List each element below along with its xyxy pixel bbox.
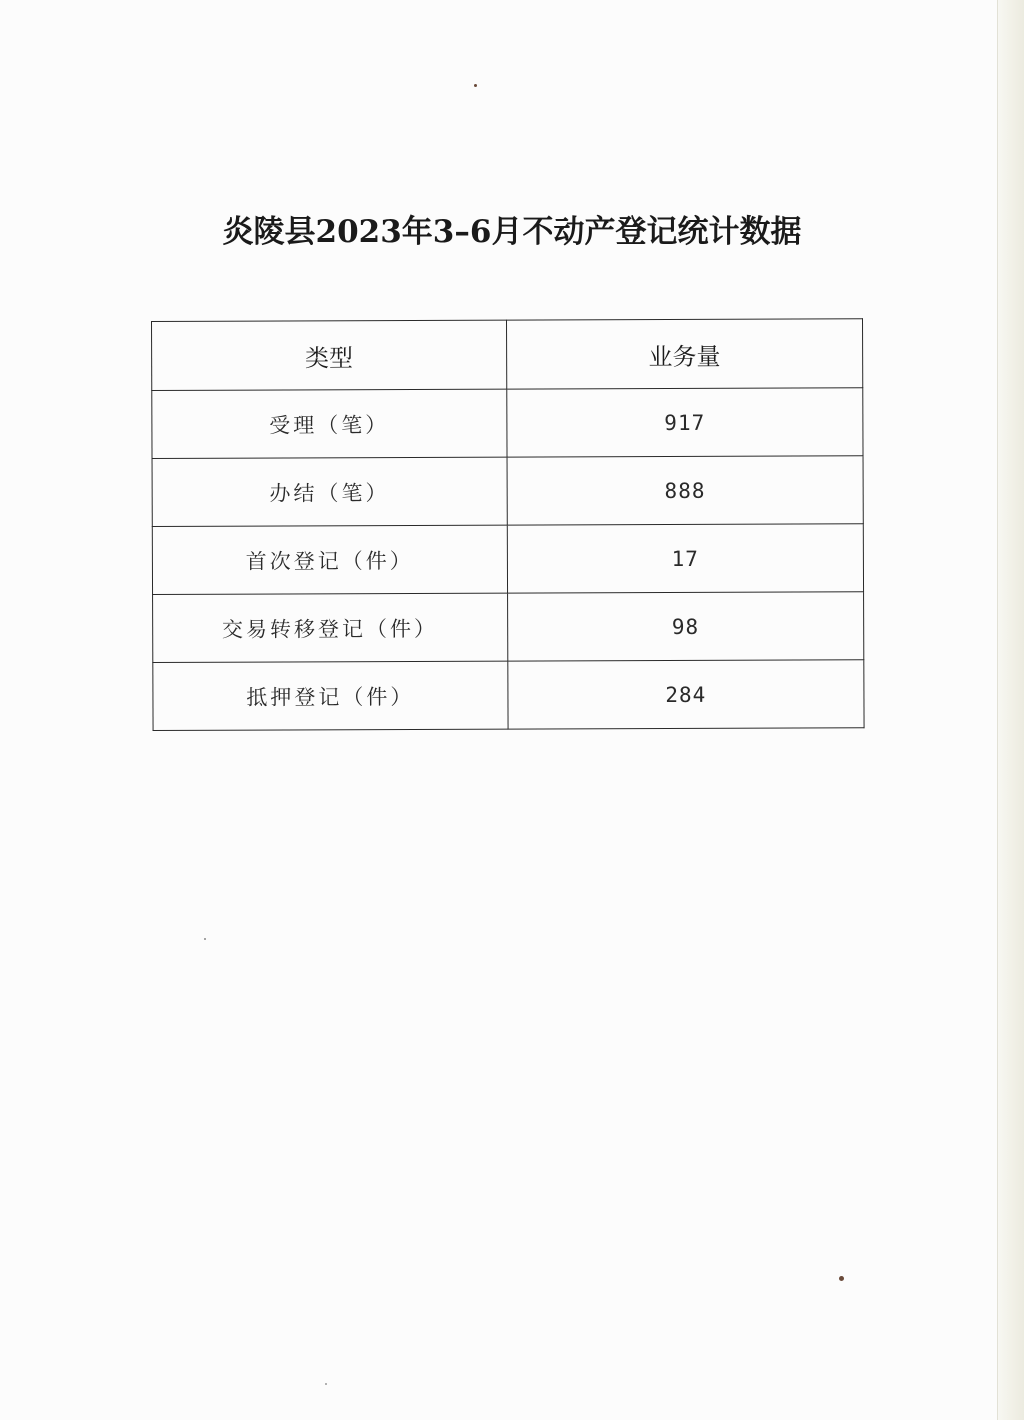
row-type-cell: 首次登记（件） (152, 525, 507, 594)
table-row (153, 660, 864, 731)
scan-speck (204, 938, 206, 940)
table-header-row (152, 319, 863, 391)
row-volume-cell: 17 (507, 524, 864, 593)
row-volume-cell: 284 (507, 660, 864, 729)
row-type-cell: 办结（笔） (152, 457, 507, 526)
page-title: 炎陵县2023年3–6月不动产登记统计数据 (222, 214, 802, 250)
scan-speck (325, 1383, 327, 1385)
row-volume-cell: 917 (506, 388, 863, 457)
statistics-table (151, 318, 865, 731)
row-type-cell: 抵押登记（件） (153, 661, 508, 730)
row-volume-cell: 888 (507, 456, 864, 525)
scan-speck (839, 1276, 844, 1281)
table-row (152, 524, 863, 595)
row-volume-cell: 98 (507, 592, 864, 661)
column-header-volume: 业务量 (506, 319, 863, 389)
table-row (152, 388, 863, 459)
row-type-cell: 交易转移登记（件） (153, 593, 508, 662)
scan-speck (474, 84, 477, 87)
column-header-type: 类型 (152, 320, 507, 390)
table-row (153, 592, 864, 663)
row-type-cell: 受理（笔） (152, 389, 507, 458)
table-row (152, 456, 863, 527)
